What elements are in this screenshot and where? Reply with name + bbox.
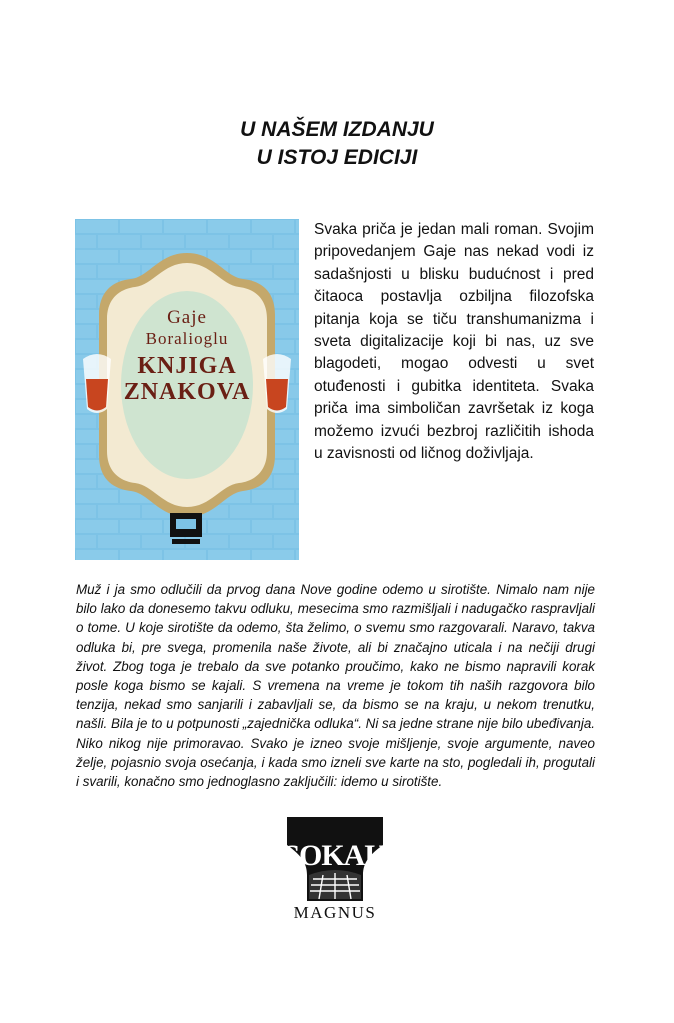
- cover-author-first: Gaje: [167, 307, 207, 328]
- publisher-subname: MAGNUS: [293, 903, 377, 922]
- cover-author-last: Boralioglu: [145, 329, 229, 348]
- book-excerpt: Muž i ja smo odlučili da prvog dana Nove godine odemo u sirotište. Nimalo nam nije bilo lako da donesemo takvu odluku, mesecima smo razmišljali i nadugačko raspravljali o tome. U koje sirotište da odemo, šta želimo, o svemu smo razgovarali. Naravo, takva odluka bi, pre svega, promenila naše živote, ali bi značajno uticala i na nečiji drugi život. Zbog toga je trebalo da sve potanko proučimo, kako ne bismo napravili korak posle koga bismo se kajali. S vremena na vreme je tokom tih naših razgovora bilo tenzija, nekad smo sanjarili i zabavljali se, da bismo se na kraju, u nekom trenutku, našli. Bila je to u potpunosti „zajednička odluka“. Ni sa jedne strane nije bilo ubeđivanja. Niko nikog nije primoravao. Svako je izneo svoje mišljenje, svoje argumente, naveo želje, pojasnio svoja osećanja, i kada smo izneli sve karte na sto, pogledali ih, progutali i svarili, konačno smo jednoglasno zaključili: idemo u sirotište.: [76, 582, 595, 790]
- section-heading-line2: U ISTOJ EDICIJI: [256, 146, 418, 169]
- cover-publisher-logo: [168, 511, 204, 547]
- publisher-logo: [283, 815, 387, 931]
- cover-title-line2: ZNAKOVA: [123, 379, 251, 405]
- section-heading-line1: U NAŠEM IZDANJU: [240, 118, 434, 141]
- cover-title-line1: KNJIGA: [137, 353, 237, 379]
- book-description: Svaka priča je jedan mali roman. Svojim pripovedanjem Gaje nas nekad vodi iz sadašnjosti u blisku budućnost i pred čitaoca postavlja ozbiljna filozofska pitanja koja se tiču transhumanizma i sveta digitalizacije koji bi nas, uz sve blagodeti, mogao odvesti u svet otuđenosti i gubitka identiteta. Svaka priča ima simboličan završetak iz koga možemo izvući bezbroj različitih ishoda u zavisnosti od ličnog doživljaja.: [314, 221, 594, 463]
- publisher-brand: SOKAK: [283, 839, 387, 872]
- book-cover[interactable]: [75, 219, 299, 560]
